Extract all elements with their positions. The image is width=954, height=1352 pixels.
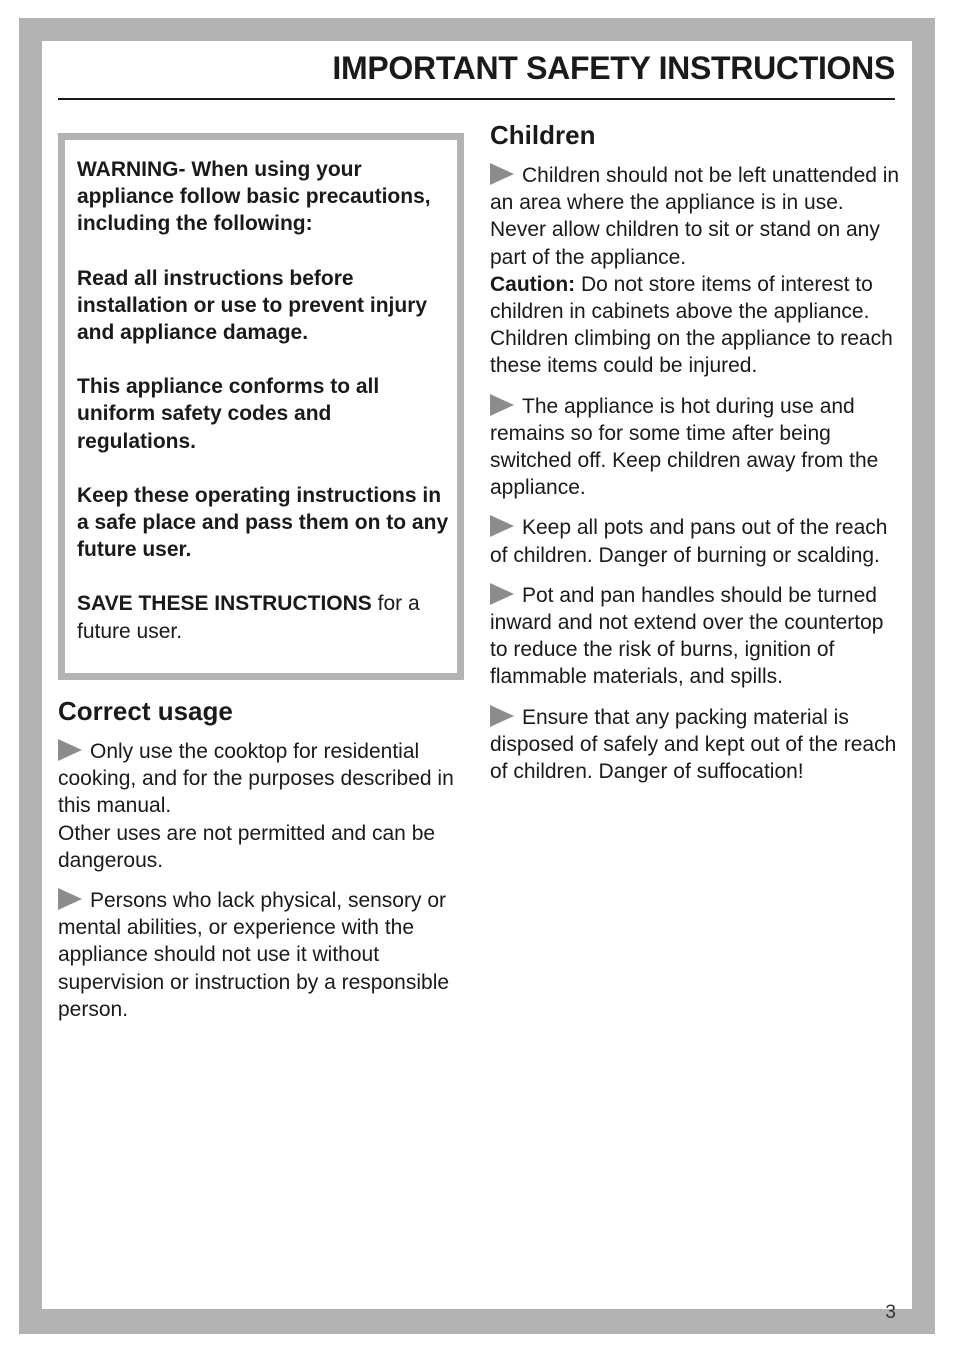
list-item (490, 582, 900, 691)
save-instructions-rest: for a future user. (77, 592, 420, 643)
item-text: Keep all pots and pans out of the reach of children. Danger of burning or scalding. (490, 516, 888, 567)
list-item (490, 704, 900, 786)
arrow-right-icon (490, 163, 514, 185)
item-text: Persons who lack physical, sensory or mental abilities, or experience with the appliance should not use it without supervision or instruction by a responsible person. (58, 889, 450, 1021)
page-number: 3 (885, 1302, 896, 1323)
warning-box-content (65, 140, 457, 673)
arrow-right-icon (58, 739, 82, 761)
arrow-right-icon (490, 394, 514, 416)
correct-usage-heading: Correct usage (58, 696, 233, 726)
item-text: Ensure that any packing material is disposed of safely and kept out of the reach of children. Danger of suffocation! (490, 705, 897, 784)
header-divider (58, 98, 895, 100)
save-instructions-text (77, 590, 449, 644)
item-text: The appliance is hot during use and remains so for some time after being switched off. Keep children away from the appliance. (490, 394, 879, 500)
list-item (490, 162, 900, 380)
arrow-right-icon (490, 583, 514, 605)
item-text: Pot and pan handles should be turned inward and not extend over the countertop to reduce the risk of burns, ignition of flammable materials, and spills. (490, 583, 884, 689)
warning-text: WARNING- When using your appliance follow basic precautions, including the following: (77, 158, 431, 236)
arrow-right-icon (490, 515, 514, 537)
item-text: Other uses are not permitted and can be dangerous. (58, 821, 436, 872)
list-item (58, 887, 458, 1023)
list-item (490, 393, 900, 502)
children-heading: Children (490, 120, 596, 150)
correct-usage-section (58, 694, 458, 1036)
keep-instructions-text: Keep these operating instructions in a safe place and pass them on to any future user. (77, 483, 449, 562)
caution-text: Do not store items of interest to children in cabinets above the appliance. Children climbing on the appliance to reach these items could be injured. (490, 272, 893, 378)
warning-box (58, 133, 464, 680)
save-instructions-label: SAVE THESE INSTRUCTIONS (77, 592, 372, 616)
conformity-text: This appliance conforms to all uniform safety codes and regulations. (77, 375, 380, 453)
arrow-right-icon (58, 888, 82, 910)
page-title: IMPORTANT SAFETY INSTRUCTIONS (332, 50, 895, 86)
arrow-right-icon (490, 705, 514, 727)
list-item (58, 738, 458, 874)
children-section (490, 118, 900, 798)
caution-label: Caution: (490, 272, 576, 296)
item-text: Children should not be left unattended in an area where the appliance is in use. Never allow children to sit or stand on any part of the appliance. (490, 164, 900, 269)
read-instructions-text: Read all instructions before installation or use to prevent injury and appliance damage. (77, 266, 428, 345)
item-text: Only use the cooktop for residential cooking, and for the purposes described in this manual. (58, 740, 454, 818)
list-item (490, 514, 900, 568)
